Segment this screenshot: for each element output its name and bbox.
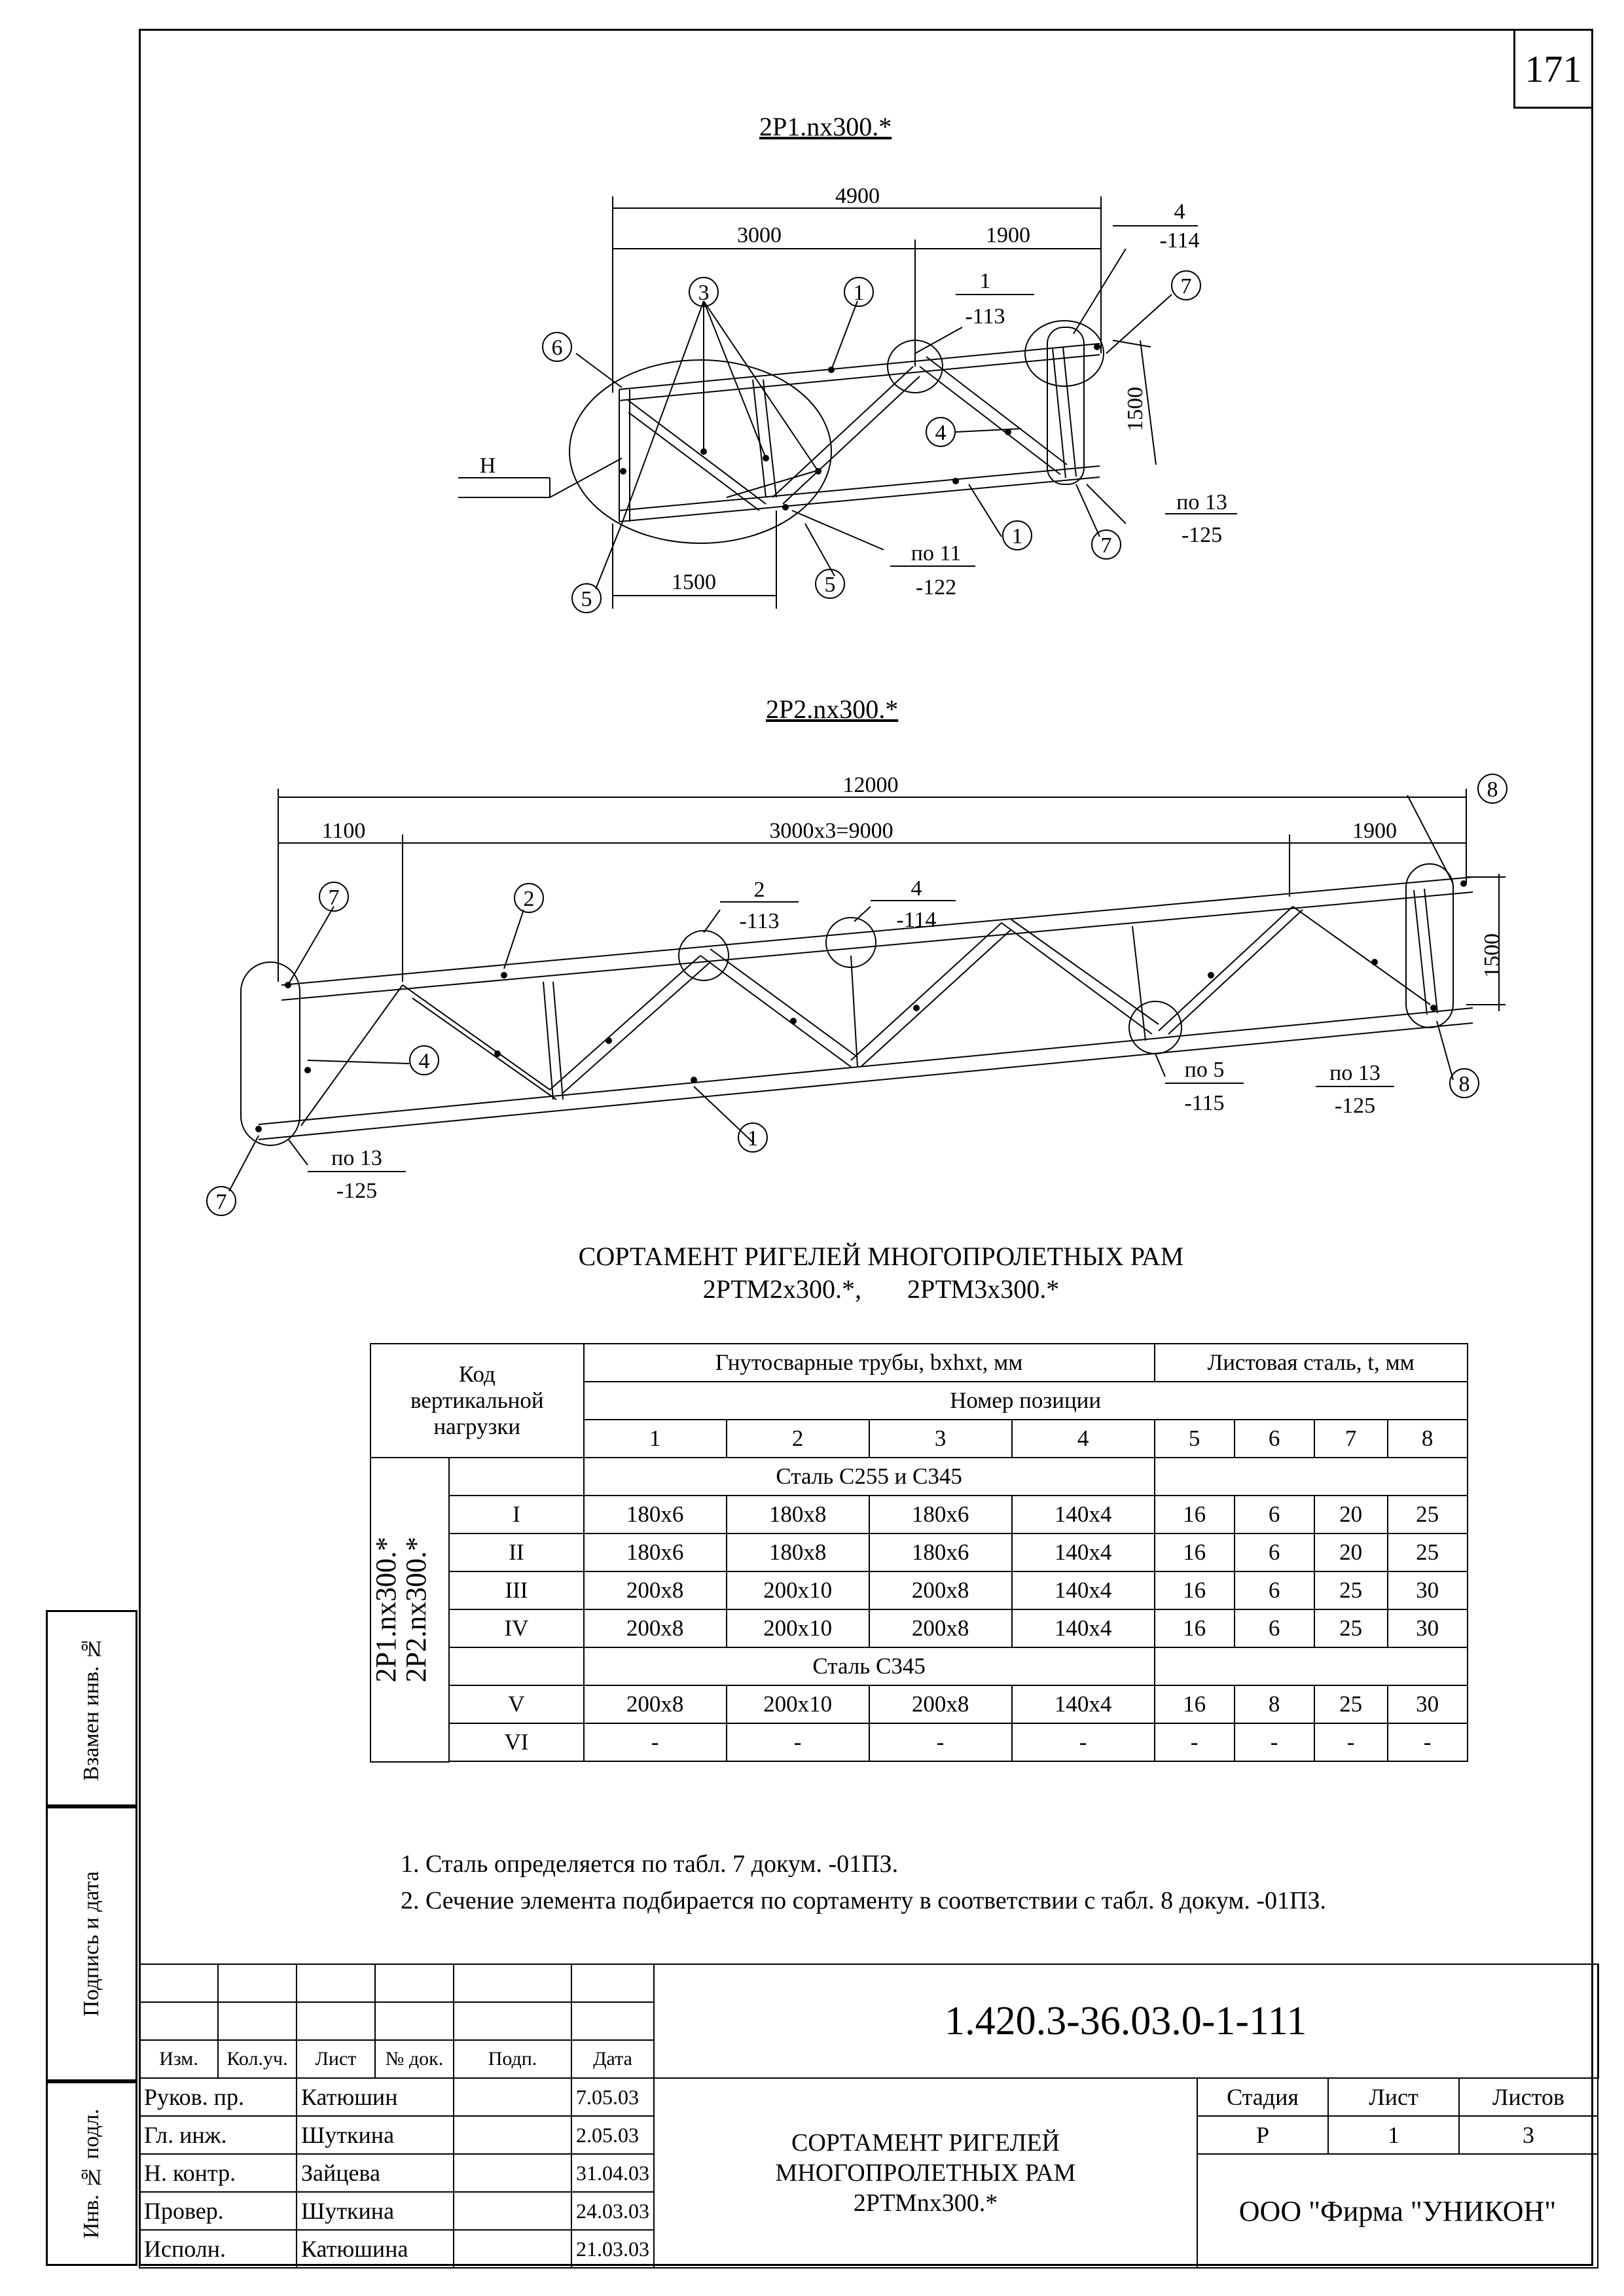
d1-ref13-bot: -125 (1181, 523, 1223, 547)
note-2: 2. Сечение элемента подбирается по сортаменту в соответствии с табл. 8 докум. -01ПЗ. (401, 1887, 1327, 1914)
d2-callout-8a: 8 (1487, 778, 1498, 802)
stamp-title: СОРТАМЕНТ РИГЕЛЕЙ МНОГОПРОЛЕТНЫХ РАМ 2РТМnx300.* (654, 2078, 1197, 2268)
pos-5: 5 (1155, 1420, 1235, 1458)
d2-callout-1: 1 (747, 1126, 759, 1151)
d1-callout-5a: 5 (824, 573, 836, 597)
notes (401, 1846, 1326, 1919)
pos-3: 3 (869, 1420, 1012, 1458)
d2-dim-height: 1500 (1480, 933, 1504, 978)
d2-dim-right: 1900 (1352, 819, 1397, 843)
d1-ref4-top: 4 (1174, 200, 1185, 224)
d2-ref13a-bot: -125 (1334, 1094, 1376, 1118)
d2-ref2-top: 2 (753, 878, 765, 902)
pos-1: 1 (584, 1420, 727, 1458)
d1-dim-bottom: 1500 (672, 570, 716, 594)
side-replace-inv: Взамен инв. № (46, 1610, 137, 1806)
d1-ref1-bot: -113 (965, 304, 1005, 329)
d2-ref4-top: 4 (911, 876, 922, 901)
d2-callout-8b: 8 (1458, 1072, 1470, 1096)
d1-dim-height: 1500 (1123, 387, 1147, 431)
d2-dim-total: 12000 (842, 773, 899, 797)
drawing1-title: 2Р1.nx300.* (759, 112, 892, 141)
d2-callout-7a: 7 (328, 886, 340, 910)
tubes-header: Гнутосварные трубы, bxhxt, мм (584, 1344, 1155, 1382)
heading-line2: 2РТМ2х300.*, 2РТМ3х300.* (702, 1274, 1060, 1304)
d1-dim-left: 3000 (737, 223, 782, 247)
d1-ref1-top: 1 (979, 269, 991, 293)
pos-6: 6 (1235, 1420, 1314, 1458)
d1-dim-right: 1900 (986, 223, 1030, 247)
d2-callout-2: 2 (523, 887, 535, 911)
d2-ref5-top: по 5 (1184, 1058, 1225, 1082)
pos-7: 7 (1314, 1420, 1388, 1458)
steel-1: Сталь С255 и С345 (584, 1458, 1155, 1496)
d1-h-label: Н (479, 454, 496, 478)
title-block: 1.420.3-36.03.0-1-111 Изм. Кол.уч. Лист № док. Подп. Дата Руков. пр. Катюшин 7.05.03 СОРТАМЕНТ РИГЕЛЕЙ МНОГОПРОЛЕТНЫХ РАМ 2РТМnx300.* Стадия Лист Листов Гл. инж. Шуткина 2.05.03 Р 1 3 Н. контр. Зайцева 31.04.03 ООО "Фирма "УНИКОН" Провер. Шуткина 24.03.03 Исполн. Катюшина 21.03.03 (139, 1964, 1599, 2269)
d2-ref2-bot: -113 (739, 909, 780, 933)
code-header: Код вертикальной нагрузки (370, 1344, 584, 1458)
position-header: Номер позиции (584, 1382, 1468, 1420)
drawing2-truss (0, 753, 1624, 1224)
steel-2: Сталь С345 (584, 1647, 1155, 1685)
d1-callout-1: 1 (853, 281, 865, 305)
d1-dim-total: 4900 (835, 184, 880, 208)
table-row: VI - - - - - - - - (370, 1723, 1468, 1761)
d1-ref4-bot: -114 (1159, 228, 1200, 253)
side-sign-date: Подпись и дата (46, 1806, 137, 2081)
pos-2: 2 (727, 1420, 869, 1458)
d1-callout-1b: 1 (1011, 524, 1023, 548)
doc-code: 1.420.3-36.03.0-1-111 (654, 1964, 1598, 2078)
sortament-table (370, 1343, 1468, 1763)
d2-ref4-bot: -114 (896, 908, 937, 932)
table-row: I 180х6 180х8 180х6 140х4 16 6 20 25 (370, 1496, 1468, 1534)
d1-ref11-top: по 11 (911, 541, 962, 565)
pos-8: 8 (1388, 1420, 1468, 1458)
d2-ref5-bot: -115 (1184, 1091, 1225, 1115)
d1-callout-4: 4 (935, 421, 947, 445)
note-1: 1. Сталь определяется по табл. 7 докум. -01ПЗ. (401, 1850, 899, 1878)
d2-ref13b-top: по 13 (331, 1146, 382, 1170)
heading-line1: СОРТАМЕНТ РИГЕЛЕЙ МНОГОПРОЛЕТНЫХ РАМ (578, 1242, 1184, 1271)
d2-ref13a-top: по 13 (1329, 1061, 1380, 1085)
d2-ref13b-bot: -125 (336, 1179, 378, 1203)
table-row: V 200х8 200х10 200х8 140х4 16 8 25 30 (370, 1685, 1468, 1723)
d1-ref11-bot: -122 (915, 575, 957, 600)
side-inv-podl: Инв. № подл. (46, 2081, 137, 2266)
drawing2-title: 2Р2.nx300.* (766, 694, 899, 724)
row-group-label: 2Р1.nx300.* 2Р2.nx300.* (370, 1458, 449, 1762)
table-row: IV 200х8 200х10 200х8 140х4 16 6 25 30 (370, 1609, 1468, 1647)
pos-4: 4 (1012, 1420, 1155, 1458)
d2-callout-4: 4 (418, 1049, 430, 1073)
d1-callout-3: 3 (698, 281, 710, 305)
d2-dim-middle: 3000х3=9000 (769, 819, 893, 843)
d1-callout-6: 6 (551, 336, 563, 360)
d1-callout-5b: 5 (581, 587, 592, 611)
table-row: II 180х6 180х8 180х6 140х4 16 6 20 25 (370, 1534, 1468, 1571)
company: ООО "Фирма "УНИКОН" (1197, 2154, 1598, 2268)
d2-dim-left: 1100 (321, 819, 366, 843)
d2-callout-7b: 7 (215, 1190, 227, 1214)
page-number: 171 (1513, 29, 1593, 109)
d1-callout-7a: 7 (1180, 274, 1192, 298)
d1-ref13-top: по 13 (1176, 490, 1227, 514)
sortament-heading (0, 1240, 1624, 1306)
d1-callout-7b: 7 (1100, 533, 1112, 558)
table-row: III 200х8 200х10 200х8 140х4 16 6 25 30 (370, 1571, 1468, 1609)
sheet-header: Листовая сталь, t, мм (1155, 1344, 1468, 1382)
drawing1-truss (0, 157, 1624, 628)
